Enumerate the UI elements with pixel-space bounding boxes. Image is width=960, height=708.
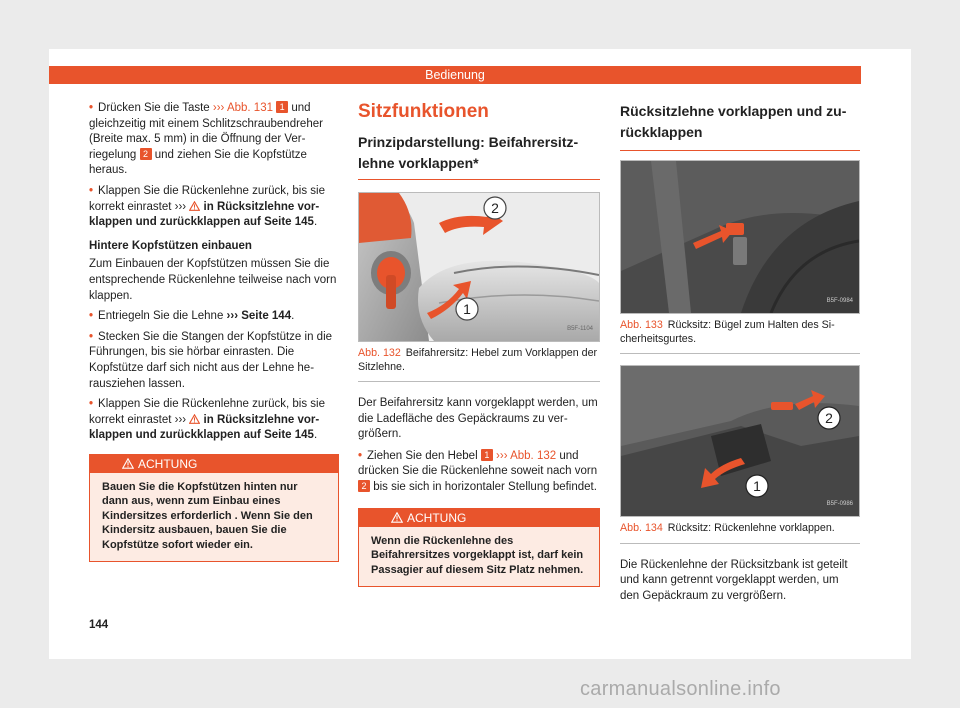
subsection-title: Rücksitzlehne vorklappen und zurückklappen (620, 101, 860, 151)
figure-code: B5F-1104 (567, 326, 593, 333)
column-right (620, 101, 860, 609)
page-link[interactable]: in Rücksitzlehne vorklappen und zurückklappen auf Seite 145 (89, 200, 320, 229)
bullet-icon: • (89, 398, 94, 411)
paragraph: Zum Einbauen der Kopfstützen müssen Sie die entsprechende Rückenlehne teilweise nach vorn klappen. (89, 258, 337, 302)
warning-text: Bauen Sie die Kopfstützen hinten nur dann aus, wenn zum Einbau eines Kindersitzes erforderlich . Wenn Sie den Kindersitz ausbauen, bauen Sie die Kopfstütze sofort wieder ein. (90, 473, 338, 562)
list-item: • Entriegeln Sie die Lehne ››› Seite 144. (89, 310, 295, 323)
bullet-icon: • (89, 184, 94, 197)
warning-triangle-icon (189, 414, 200, 424)
callout-badge: 2 (358, 480, 370, 492)
subsection-title: Prinzipdarstellung: Beifahrersitzlehne vorklappen* (358, 132, 600, 180)
warning-header: ACHTUNG (90, 455, 338, 473)
bullet-icon: • (89, 330, 94, 343)
warning-triangle-icon (391, 512, 403, 523)
list-item: • Drücken Sie die Taste ››› Abb. 131 1 und gleichzeitig mit einem Schlitzschraubendreher (Breite max. 5 mm) in die Öffnung der Verriegelung 2 und ziehen Sie die Kopfstütze heraus. (89, 102, 323, 177)
bullet-icon: • (358, 449, 363, 462)
warning-triangle-icon (122, 458, 134, 469)
figure-code: B5F-0984 (826, 298, 853, 305)
bullet-icon: • (89, 102, 94, 114)
figure-backrest-fold (620, 365, 860, 517)
column-middle (358, 101, 600, 587)
column-left (89, 101, 339, 562)
list-item: • Klappen Sie die Rückenlehne zurück, bis sie korrekt einrastet ››› in Rücksitzlehne vorklappen und zurückklappen auf Seite 145. (89, 184, 325, 229)
page-link[interactable]: ››› Seite 144 (226, 310, 292, 323)
figure-caption: Abb. 133 Rücksitz: Bügel zum Halten des Sicherheitsgurtes. (620, 319, 860, 354)
belt-holder-illustration (621, 161, 859, 313)
callout-1: 1 (463, 301, 471, 317)
callout-1: 1 (753, 478, 761, 494)
figure-code: B5F-0986 (826, 501, 853, 508)
bullet-icon: • (89, 310, 94, 323)
section-header: Bedienung (49, 66, 861, 84)
list-item: • Stecken Sie die Stangen der Kopfstütze in die Führungen, bis sie hörbar einrasten. Die Kopfstütze darf sich nicht aus der Lehne herausziehen lassen. (89, 330, 333, 390)
watermark: carmanualsonline.info (580, 678, 781, 700)
warning-text: Wenn die Rückenlehne des Beifahrersitzes vorgeklappt ist, darf kein Passagier auf diesem Sitz Platz nehmen. (359, 527, 599, 587)
figure-seat-lever (358, 192, 600, 342)
page-link[interactable]: in Rücksitzlehne vorklappen und zurückklappen auf Seite 145 (89, 413, 320, 442)
callout-badge: 1 (276, 101, 288, 113)
figure-caption: Abb. 134 Rücksitz: Rückenlehne vorklappen. (620, 522, 860, 544)
list-item: • Ziehen Sie den Hebel 1 ››› Abb. 132 und drücken Sie die Rückenlehne soweit nach vorn 2 bis sie sich in horizontaler Stellung befindet. (358, 449, 598, 493)
warning-header: ACHTUNG (359, 509, 599, 527)
paragraph: Der Beifahrersitz kann vorgeklappt werden, um die Ladefläche des Gepäckraums zu vergrößern. (358, 397, 598, 441)
paragraph: Die Rückenlehne der Rücksitzbank ist geteilt und kann getrennt vorgeklappt werden, um den Gepäckraum zu vergrößern. (620, 558, 848, 602)
warning-box (89, 454, 339, 563)
callout-badge: 2 (140, 148, 152, 160)
warning-box (358, 508, 600, 588)
figure-belt-holder (620, 160, 860, 314)
backrest-fold-illustration (621, 366, 859, 516)
subheading: Hintere Kopfstützen einbauen (89, 239, 252, 252)
callout-badge: 1 (481, 449, 493, 461)
list-item: • Klappen Sie die Rückenlehne zurück, bis sie korrekt einrastet ››› in Rücksitzlehne vorklappen und zurückklappen auf Seite 145. (89, 398, 325, 442)
callout-2: 2 (491, 200, 499, 216)
warning-triangle-icon (189, 201, 200, 211)
seat-illustration (359, 193, 599, 341)
figure-link[interactable]: ››› Abb. 131 (212, 102, 273, 114)
figure-caption: Abb. 132 Beifahrersitz: Hebel zum Vorklappen der Sitzlehne. (358, 347, 600, 382)
figure-link[interactable]: ››› Abb. 132 (492, 449, 557, 462)
section-title: Sitzfunktionen (358, 101, 489, 122)
page-number: 144 (89, 619, 109, 631)
callout-2: 2 (825, 410, 833, 426)
